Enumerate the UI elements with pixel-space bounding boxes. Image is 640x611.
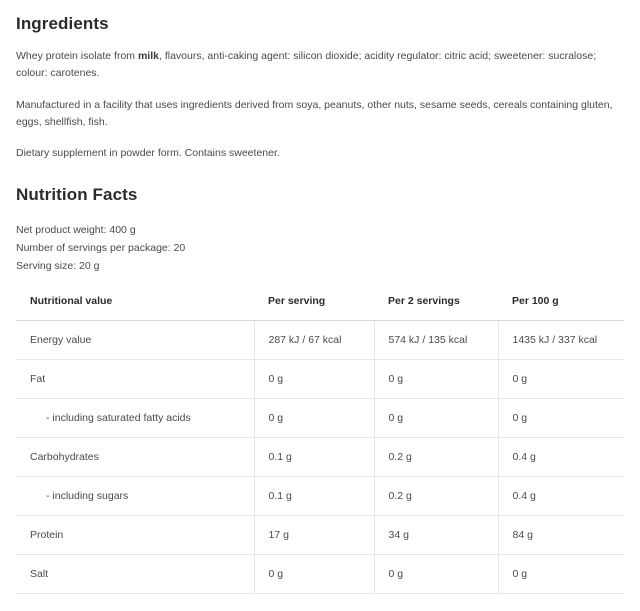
row-per-100g: 0 g [498,398,624,437]
row-per-100g: 0 g [498,554,624,593]
row-per-serving: 0.1 g [254,476,374,515]
row-per-100g: 84 g [498,515,624,554]
row-label: - including saturated fatty acids [16,398,254,437]
row-per-100g: 0 g [498,359,624,398]
row-per-100g: 0.4 g [498,476,624,515]
row-label: Carbohydrates [16,437,254,476]
nutrition-meta [16,221,624,275]
ingredients-paragraph [16,48,616,83]
product-info-page [0,14,640,594]
nutrition-table [16,289,624,594]
net-weight-line: Net product weight: 400 g [16,223,136,236]
serving-size-line: Serving size: 20 g [16,259,100,272]
column-header-per-100g: Per 100 g [498,289,624,321]
ingredients-heading: Ingredients [16,14,109,33]
table-row [16,320,624,359]
ingredients-text-post: , flavours, anti-caking agent: silicon dioxide; acidity regulator: citric acid; sweetener: sucralose; colour: carotenes. [16,50,597,80]
table-row [16,554,624,593]
row-per-2-servings: 0.2 g [374,437,498,476]
row-label: Fat [16,359,254,398]
row-per-100g: 0.4 g [498,437,624,476]
table-row [16,515,624,554]
table-row [16,437,624,476]
column-header-per-2-servings: Per 2 servings [374,289,498,321]
row-per-2-servings: 574 kJ / 135 kcal [374,320,498,359]
table-row [16,398,624,437]
servings-per-package-line: Number of servings per package: 20 [16,241,186,254]
row-per-serving: 0 g [254,398,374,437]
nutrition-table-body [16,320,624,593]
row-per-2-servings: 0.2 g [374,476,498,515]
row-label: Energy value [16,320,254,359]
table-header-row [16,289,624,321]
column-header-per-serving: Per serving [254,289,374,321]
row-per-serving: 0.1 g [254,437,374,476]
row-per-serving: 0 g [254,554,374,593]
row-per-2-servings: 0 g [374,398,498,437]
row-per-2-servings: 0 g [374,359,498,398]
column-header-nutritional-value: Nutritional value [16,289,254,321]
row-label: Protein [16,515,254,554]
row-per-serving: 17 g [254,515,374,554]
row-per-2-servings: 0 g [374,554,498,593]
supplement-form-paragraph: Dietary supplement in powder form. Contains sweetener. [16,147,280,160]
ingredients-allergen-milk: milk [137,50,159,62]
row-label: - including sugars [16,476,254,515]
manufacturing-warning-paragraph: Manufactured in a facility that uses ingredients derived from soya, peanuts, other nuts, sesame seeds, cereals containing gluten, eggs, shellfish, fish. [16,98,613,128]
row-label: Salt [16,554,254,593]
table-row [16,476,624,515]
ingredients-text-pre: Whey protein isolate from [16,50,138,62]
table-row [16,359,624,398]
nutrition-facts-heading: Nutrition Facts [16,184,138,204]
row-per-serving: 0 g [254,359,374,398]
row-per-2-servings: 34 g [374,515,498,554]
row-per-serving: 287 kJ / 67 kcal [254,320,374,359]
row-per-100g: 1435 kJ / 337 kcal [498,320,624,359]
nutrition-table-head [16,289,624,321]
